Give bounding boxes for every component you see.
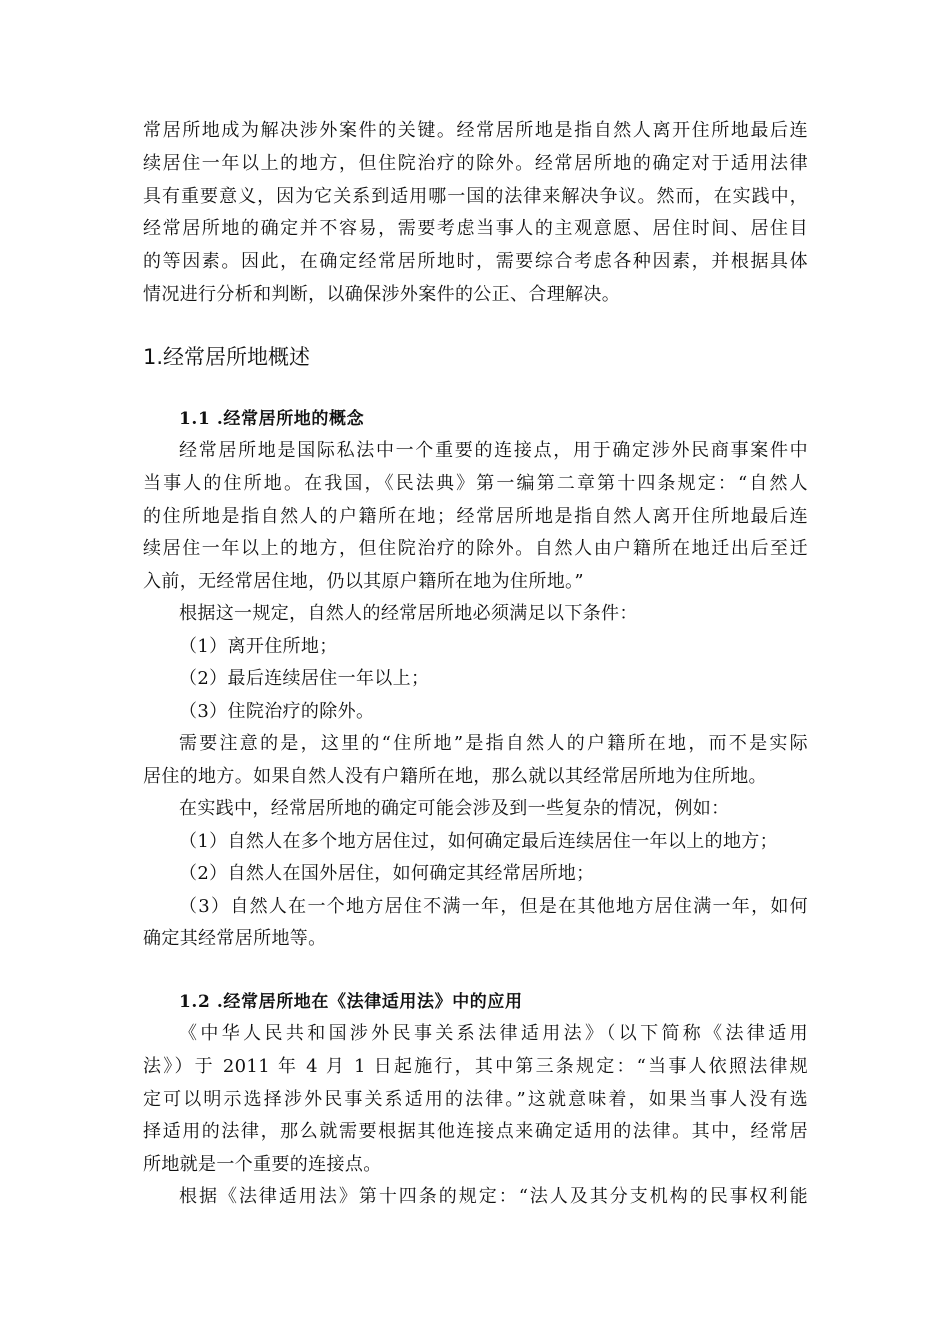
complex-case-item: （3）自然人在一个地方居住不满一年，但是在其他地方居住满一年，如何: [179, 896, 808, 917]
application-para-line-2: 法》）于 2011 年 4 月 1 日起施行，其中第三条规定：“当事人依照法律规: [143, 1056, 808, 1077]
application-para-line-1: 《中华人民共和国涉外民事关系法律适用法》（以下简称《法律适用: [179, 1023, 808, 1044]
application-para-line-5: 所地就是一个重要的连接点。: [143, 1154, 382, 1175]
condition-item: （2）最后连续居住一年以上；: [179, 668, 430, 689]
concept-para-line-4: 续居住一年以上的地方，但住院治疗的除外。自然人由户籍所在地迁出后至迁: [143, 538, 808, 559]
complex-case-item: （1）自然人在多个地方居住过，如何确定最后连续居住一年以上的地方；: [179, 831, 778, 852]
complex-case-item: （2）自然人在国外居住，如何确定其经常居所地；: [179, 863, 595, 884]
application-para-line-4: 择适用的法律，那么就需要根据其他连接点来确定适用的法律。其中，经常居: [143, 1121, 808, 1142]
intro-line-4: 经常居所地的确定并不容易，需要考虑当事人的主观意愿、居住时间、居住目: [143, 218, 808, 239]
intro-line-2: 续居住一年以上的地方，但住院治疗的除外。经常居所地的确定对于适用法律: [143, 153, 808, 174]
application-para-line-3: 定可以明示选择涉外民事关系适用的法律。”这就意味着，如果当事人没有选: [143, 1089, 808, 1110]
intro-line-3: 具有重要意义，因为它关系到适用哪一国的法律来解决争议。然而，在实践中，: [143, 186, 808, 207]
subsection-1-1-heading: 1.1 .经常居所地的概念: [179, 409, 365, 429]
condition-item: （1）离开住所地；: [179, 636, 338, 657]
conditions-intro: 根据这一规定，自然人的经常居所地必须满足以下条件：: [179, 603, 638, 624]
application-para-2-line-1: 根据《法律适用法》第十四条的规定：“法人及其分支机构的民事权利能: [179, 1186, 808, 1207]
complex-intro: 在实践中，经常居所地的确定可能会涉及到一些复杂的情况，例如：: [179, 798, 730, 819]
concept-para-line-1: 经常居所地是国际私法中一个重要的连接点，用于确定涉外民商事案件中: [179, 440, 808, 461]
intro-line-1: 常居所地成为解决涉外案件的关键。经常居所地是指自然人离开住所地最后连: [143, 120, 808, 141]
condition-item: （3）住院治疗的除外。: [179, 701, 375, 722]
concept-para-line-5: 入前，无经常居住地，仍以其原户籍所在地为住所地。”: [143, 571, 584, 592]
intro-line-6: 情况进行分析和判断，以确保涉外案件的公正、合理解决。: [143, 284, 621, 305]
intro-line-5: 的等因素。因此，在确定经常居所地时，需要综合考虑各种因素，并根据具体: [143, 251, 808, 272]
concept-para-line-2: 当事人的住所地。在我国，《民法典》第一编第二章第十四条规定：“自然人: [143, 473, 808, 494]
concept-para-line-3: 的住所地是指自然人的户籍所在地；经常居所地是指自然人离开住所地最后连: [143, 506, 808, 527]
note-line-2: 居住的地方。如果自然人没有户籍所在地，那么就以其经常居所地为住所地。: [143, 766, 767, 787]
complex-case-continued: 确定其经常居所地等。: [143, 928, 327, 949]
note-line-1: 需要注意的是，这里的“住所地”是指自然人的户籍所在地，而不是实际: [179, 733, 808, 754]
section-1-heading: 1.经常居所地概述: [143, 345, 311, 369]
subsection-1-2-heading: 1.2 .经常居所地在《法律适用法》中的应用: [179, 992, 523, 1012]
